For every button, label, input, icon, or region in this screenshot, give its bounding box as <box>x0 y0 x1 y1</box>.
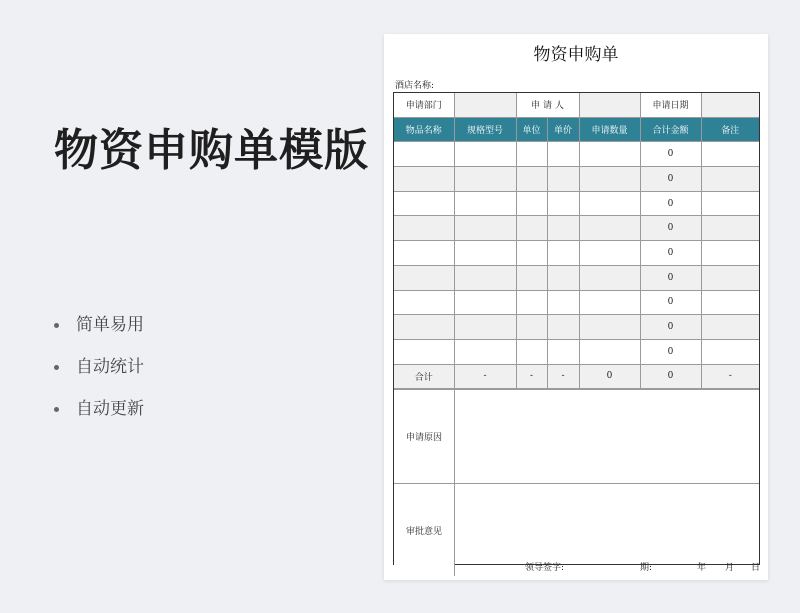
cell-unit[interactable] <box>516 191 547 216</box>
feature-item <box>54 397 144 439</box>
signature-line <box>455 560 759 572</box>
sheet-title: 物资申购单 <box>533 45 619 65</box>
signature-day: 日 <box>751 563 761 574</box>
cell-spec[interactable] <box>454 142 516 167</box>
column-header: 物品名称 <box>394 117 454 142</box>
approval-field[interactable] <box>455 484 759 576</box>
hotel-name-label: 酒店名称: <box>395 81 435 91</box>
total-unit: - <box>516 364 547 389</box>
applicant-value[interactable] <box>579 93 640 117</box>
cell-spec[interactable] <box>454 191 516 216</box>
table-header-row <box>394 117 759 142</box>
total-spec: - <box>454 364 516 389</box>
bullet-icon <box>54 407 59 412</box>
table-row <box>394 142 759 167</box>
cell-price[interactable] <box>547 265 579 290</box>
reason-row <box>394 389 759 483</box>
total-note: - <box>701 364 759 389</box>
cell-note[interactable] <box>701 167 759 192</box>
signature-date-label: 期: <box>640 563 653 574</box>
cell-price[interactable] <box>547 167 579 192</box>
cell-note[interactable] <box>701 265 759 290</box>
cell-unit[interactable] <box>516 241 547 266</box>
cell-unit[interactable] <box>516 142 547 167</box>
cell-name[interactable] <box>394 265 454 290</box>
cell-qty[interactable] <box>579 241 640 266</box>
cell-name[interactable] <box>394 216 454 241</box>
bullet-icon <box>54 323 59 328</box>
table-row <box>394 241 759 266</box>
applicant-label: 申 请 人 <box>516 93 579 117</box>
feature-text: 自动统计 <box>76 357 144 377</box>
cell-note[interactable] <box>701 142 759 167</box>
cell-spec[interactable] <box>454 265 516 290</box>
cell-amount[interactable]: 0 <box>640 315 701 340</box>
column-header: 单价 <box>547 117 579 142</box>
cell-name[interactable] <box>394 167 454 192</box>
column-header: 备注 <box>701 117 759 142</box>
approval-row <box>394 483 759 576</box>
signature-month: 月 <box>725 563 735 574</box>
cell-qty[interactable] <box>579 265 640 290</box>
column-header: 申请数量 <box>579 117 640 142</box>
cell-unit[interactable] <box>516 290 547 315</box>
date-value[interactable] <box>701 93 759 117</box>
cell-price[interactable] <box>547 241 579 266</box>
cell-note[interactable] <box>701 290 759 315</box>
info-row <box>394 93 759 117</box>
cell-unit[interactable] <box>516 167 547 192</box>
cell-qty[interactable] <box>579 315 640 340</box>
form-frame <box>393 92 761 574</box>
approval-label: 审批意见 <box>394 484 455 576</box>
feature-list <box>54 313 144 439</box>
items-table <box>394 93 759 389</box>
cell-name[interactable] <box>394 339 454 364</box>
cell-qty[interactable] <box>579 290 640 315</box>
feature-item <box>54 313 144 355</box>
dept-label: 申请部门 <box>394 93 454 117</box>
cell-qty[interactable] <box>579 167 640 192</box>
cell-amount[interactable]: 0 <box>640 265 701 290</box>
cell-qty[interactable] <box>579 191 640 216</box>
total-row <box>394 364 759 389</box>
leader-signature-label: 领导签字: <box>525 563 565 574</box>
table-row <box>394 265 759 290</box>
total-qty: 0 <box>579 364 640 389</box>
column-header: 合计金额 <box>640 117 701 142</box>
cell-amount[interactable]: 0 <box>640 142 701 167</box>
column-header: 单位 <box>516 117 547 142</box>
table-row <box>394 216 759 241</box>
feature-text: 自动更新 <box>76 399 144 419</box>
cell-unit[interactable] <box>516 339 547 364</box>
feature-item <box>54 355 144 397</box>
cell-amount[interactable]: 0 <box>640 167 701 192</box>
cell-qty[interactable] <box>579 142 640 167</box>
cell-name[interactable] <box>394 191 454 216</box>
reason-label: 申请原因 <box>394 390 455 483</box>
table-row <box>394 290 759 315</box>
cell-amount[interactable]: 0 <box>640 191 701 216</box>
cell-amount[interactable]: 0 <box>640 290 701 315</box>
date-label: 申请日期 <box>640 93 701 117</box>
cell-amount[interactable]: 0 <box>640 241 701 266</box>
cell-spec[interactable] <box>454 241 516 266</box>
cell-price[interactable] <box>547 315 579 340</box>
table-row <box>394 191 759 216</box>
cell-price[interactable] <box>547 216 579 241</box>
feature-text: 简单易用 <box>76 315 144 335</box>
cell-amount[interactable]: 0 <box>640 216 701 241</box>
cell-note[interactable] <box>701 315 759 340</box>
cell-unit[interactable] <box>516 315 547 340</box>
cell-note[interactable] <box>701 191 759 216</box>
cell-qty[interactable] <box>579 339 640 364</box>
cell-qty[interactable] <box>579 216 640 241</box>
cell-spec[interactable] <box>454 167 516 192</box>
cell-unit[interactable] <box>516 216 547 241</box>
table-row <box>394 339 759 364</box>
cell-spec[interactable] <box>454 339 516 364</box>
cell-spec[interactable] <box>454 315 516 340</box>
bullet-icon <box>54 365 59 370</box>
cell-note[interactable] <box>701 339 759 364</box>
cell-unit[interactable] <box>516 265 547 290</box>
total-price: - <box>547 364 579 389</box>
cell-price[interactable] <box>547 339 579 364</box>
cell-spec[interactable] <box>454 216 516 241</box>
cell-price[interactable] <box>547 191 579 216</box>
total-label: 合计 <box>394 364 454 389</box>
purchase-form-sheet <box>384 34 768 580</box>
dept-value[interactable] <box>454 93 516 117</box>
cell-name[interactable] <box>394 142 454 167</box>
column-header: 规格型号 <box>454 117 516 142</box>
table-row <box>394 167 759 192</box>
cell-note[interactable] <box>701 241 759 266</box>
cell-name[interactable] <box>394 315 454 340</box>
reason-field[interactable] <box>455 390 759 483</box>
signature-year: 年 <box>697 563 707 574</box>
table-row <box>394 315 759 340</box>
total-amount: 0 <box>640 364 701 389</box>
cell-price[interactable] <box>547 142 579 167</box>
cell-note[interactable] <box>701 216 759 241</box>
cell-name[interactable] <box>394 241 454 266</box>
cell-price[interactable] <box>547 290 579 315</box>
cell-amount[interactable]: 0 <box>640 339 701 364</box>
cell-spec[interactable] <box>454 290 516 315</box>
hero-title: 物资申购单模版 <box>54 125 369 176</box>
cell-name[interactable] <box>394 290 454 315</box>
